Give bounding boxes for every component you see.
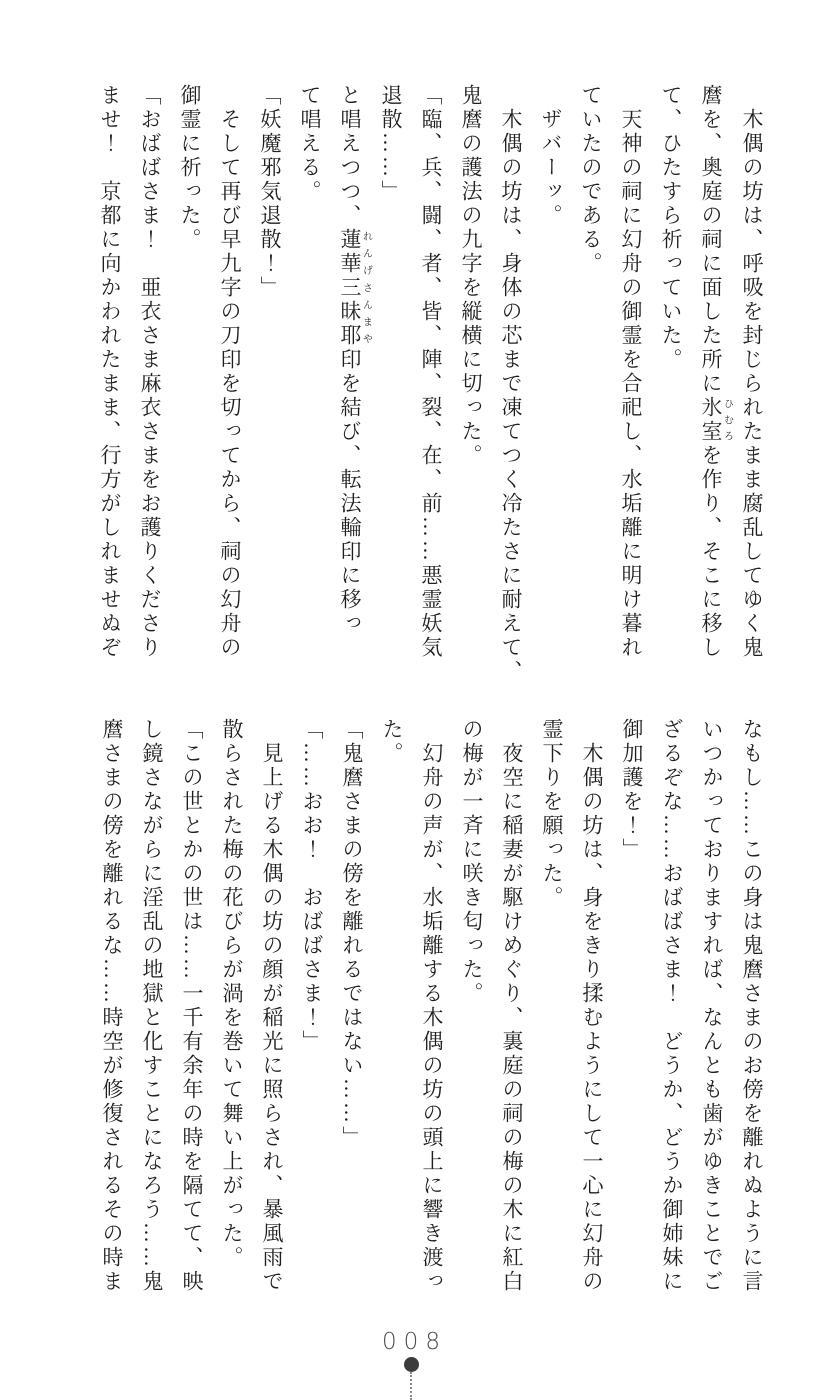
text-column: の梅が一斉に咲き匂った。 <box>460 718 484 1006</box>
text-column: た。 <box>380 718 404 766</box>
text-column: 「おばばさま！ 亜衣さま麻衣さまをお護りくださり <box>138 84 162 660</box>
text-column: 御加護を！」 <box>620 718 644 862</box>
page-number: 008 <box>382 1329 447 1355</box>
text-column: ざるぞな……おばばさま！ どうか、どうか御姉妹に <box>660 718 684 1294</box>
center-fold-ornament <box>0 1357 822 1400</box>
text-column: ていたのである。 <box>579 84 603 276</box>
text-column: 「臨、兵、闘、者、皆、陣、裂、在、前……悪霊妖気 <box>419 84 443 660</box>
text-column: 「鬼麿さまの傍を離れるではない……」 <box>340 718 364 1150</box>
text-column: なもし……この身は鬼麿さまのお傍を離れぬように言 <box>740 718 764 1294</box>
text-column: と唱えつつ、蓮華三昧耶れんげさんまや印を結び、転法輪印に移っ <box>338 84 372 636</box>
text-column: 木偶の坊は、呼吸を封じられたまま腐乱してゆく鬼 <box>740 84 764 660</box>
text-column: 鬼麿の護法の九字を縦横に切った。 <box>459 84 483 468</box>
text-column: て、ひたすら祈っていた。 <box>659 84 683 372</box>
text-column: 「……おお！ おばばさま！」 <box>300 718 324 1054</box>
text-column: ませ！ 京都に向かわれたまま、行方がしれませぬぞ <box>98 84 122 660</box>
ornament-stem-line <box>410 1372 412 1400</box>
ruby-annotated-text: 蓮華三昧耶れんげさんまや <box>338 228 372 348</box>
text-column: 夜空に稲妻が駆けめぐり、裏庭の祠の梅の木に紅白 <box>500 718 524 1294</box>
text-column: ザバーッ。 <box>539 84 563 228</box>
ruby-annotated-text: 氷室ひむろ <box>699 396 733 444</box>
text-column: 退散……」 <box>379 84 403 204</box>
text-column: 麿を、奥庭の祠に面した所に氷室ひむろを作り、そこに移し <box>699 84 733 660</box>
ornament-dot-icon <box>404 1357 419 1372</box>
text-column: 木偶の坊は、身をきり揉むようにして一心に幻舟の <box>580 718 604 1294</box>
upper-text-block <box>88 84 772 686</box>
text-column: 麿さまの傍を離れるな……時空が修復されるその時ま <box>100 718 124 1294</box>
text-column: 「この世とかの世は……一千有余年の時を隔てて、映 <box>180 718 204 1294</box>
text-column: て唱える。 <box>298 84 322 204</box>
text-column: いつかっておりますれば、なんとも歯がゆきことでご <box>700 718 724 1294</box>
text-column: 散らされた梅の花びらが渦を巻いて舞い上がった。 <box>220 718 244 1270</box>
text-column: そして再び早九字の刀印を切ってから、祠の幻舟の <box>218 84 242 660</box>
text-column: 「妖魔邪気退散！」 <box>258 84 282 300</box>
page-footer <box>0 1330 822 1400</box>
text-column: 見上げる木偶の坊の顔が稲光に照らされ、暴風雨で <box>260 718 284 1294</box>
text-column: 天神の祠に幻舟の御霊を合祀し、水垢離に明け暮れ <box>619 84 643 660</box>
text-column: 霊下りを願った。 <box>540 718 564 910</box>
text-column: し鏡さながらに淫乱の地獄と化すことになろう……鬼 <box>140 718 164 1294</box>
lower-text-block <box>88 718 772 1320</box>
text-column: 御霊に祈った。 <box>178 84 202 252</box>
text-column: 木偶の坊は、身体の芯まで凍てつく冷たさに耐えて、 <box>499 84 523 684</box>
text-column: 幻舟の声が、水垢離する木偶の坊の頭上に響き渡っ <box>420 718 444 1294</box>
